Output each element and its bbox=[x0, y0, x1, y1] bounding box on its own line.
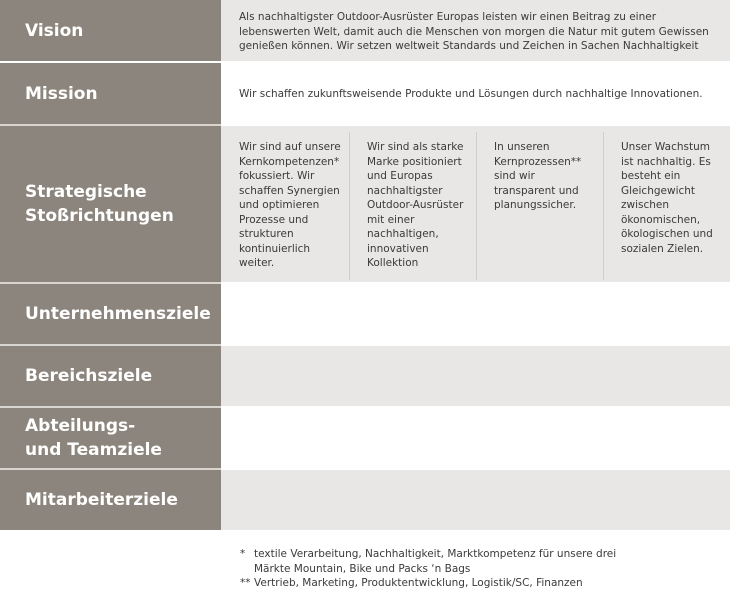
team-goals-label-line2: und Teamziele bbox=[25, 440, 162, 460]
strategic-column-4: Unser Wachstum ist nachhaltig. Es besteht ein Gleichgewicht zwischen ökonomischen, ökologischen und sozialen Zielen. bbox=[603, 140, 730, 282]
vision-text: Als nachhaltigster Outdoor-Ausrüster Europas leisten wir einen Beitrag zu einer lebenswerten Welt, damit auch die Menschen von morgen die Natur mit gutem Gewissen genießen können. Wir setzen weltweit Standards und Zeichen in Sachen Nachhaltigkeit bbox=[221, 0, 730, 61]
vision-label: Vision bbox=[0, 0, 221, 61]
area-goals-label: Bereichsziele bbox=[0, 346, 221, 406]
footnotes bbox=[240, 547, 616, 591]
mission-row bbox=[0, 63, 730, 124]
company-goals-row bbox=[0, 284, 730, 344]
footnote-2-line1: Vertrieb, Marketing, Produktentwicklung, Logistik/SC, Finanzen bbox=[254, 577, 583, 589]
employee-goals-content bbox=[221, 470, 730, 530]
footnote-2-mark: ** bbox=[240, 577, 251, 589]
employee-goals-label: Mitarbeiterziele bbox=[0, 470, 221, 530]
strategic-content bbox=[221, 126, 730, 282]
footnote-1 bbox=[240, 547, 616, 576]
mission-label: Mission bbox=[0, 63, 221, 124]
footnote-2 bbox=[240, 576, 616, 591]
team-goals-content bbox=[221, 408, 730, 468]
area-goals-content bbox=[221, 346, 730, 406]
company-goals-content bbox=[221, 284, 730, 344]
strategic-row bbox=[0, 126, 730, 282]
company-goals-label: Unternehmensziele bbox=[0, 284, 221, 344]
employee-goals-row bbox=[0, 470, 730, 530]
footnote-1-line1: textile Verarbeitung, Nachhaltigkeit, Marktkompetenz für unsere drei bbox=[254, 548, 617, 560]
strategic-label-line1: Strategische bbox=[25, 182, 147, 202]
mission-text: Wir schaffen zukunftsweisende Produkte und Lösungen durch nachhaltige Innovationen. bbox=[221, 63, 730, 124]
area-goals-row bbox=[0, 346, 730, 406]
vision-row bbox=[0, 0, 730, 61]
strategic-columns bbox=[221, 126, 730, 282]
team-goals-label bbox=[0, 408, 221, 468]
strategic-column-2: Wir sind als starke Marke positioniert und Europas nachhaltigster Outdoor-Ausrüster mit einer nachhaltigen, innovativen Kollektion bbox=[349, 140, 476, 282]
team-goals-label-line1: Abteilungs- bbox=[25, 416, 136, 436]
footnote-1-mark: * bbox=[240, 548, 246, 560]
strategic-column-3: In unseren Kernprozessen** sind wir transparent und planungssicher. bbox=[476, 140, 603, 282]
strategic-column-1: Wir sind auf unsere Kernkompetenzen* fokussiert. Wir schaffen Synergien und optimieren Prozesse und strukturen kontinuierlich weiter. bbox=[239, 141, 341, 269]
strategic-label bbox=[0, 126, 221, 282]
footnote-1-line2: Märkte Mountain, Bike und Packs ‘n Bags bbox=[254, 562, 471, 575]
team-goals-row bbox=[0, 408, 730, 468]
strategic-label-line2: Stoßrichtungen bbox=[25, 206, 174, 226]
